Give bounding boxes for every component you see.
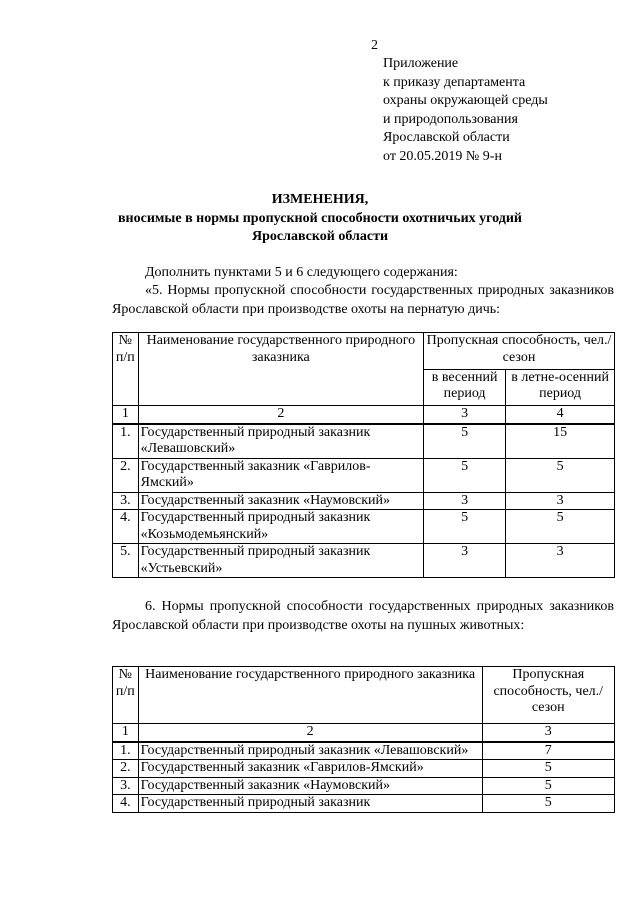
row-num: 1. [113, 742, 139, 760]
row-spring: 5 [424, 510, 506, 544]
row-name: Государственный заказник «Наумовский» [138, 777, 482, 795]
row-num: 4. [113, 510, 139, 544]
appendix-line: Ярославской области [383, 130, 510, 146]
row-capacity: 5 [482, 760, 614, 778]
row-spring: 5 [424, 458, 506, 492]
table-row [113, 777, 615, 795]
row-name: Государственный заказник «Наумовский» [138, 492, 423, 510]
th-num: № п/п [113, 667, 139, 724]
paragraph-5: «5. Нормы пропускной способности государственных природных заказников Ярославской области при производстве охоты на пернатую дичь: [112, 283, 614, 317]
row-name: Государственный природный заказник «Козьмодемьянский» [138, 510, 423, 544]
paragraph-6: 6. Нормы пропускной способности государственных природных заказников Ярославской области при производстве охоты на пушных животных: [112, 599, 614, 633]
table-row [113, 492, 615, 510]
row-num: 1. [113, 424, 139, 459]
table-row [113, 544, 615, 578]
row-name: Государственный природный заказник [138, 795, 482, 813]
appendix-line: Приложение [383, 56, 459, 71]
row-capacity: 7 [482, 742, 614, 760]
row-summer: 5 [506, 510, 615, 544]
row-name: Государственный заказник «Гаврилов-Ямский» [138, 760, 482, 778]
col-num: 2 [138, 724, 482, 742]
row-summer: 3 [506, 544, 615, 578]
th-spring: в весенний период [424, 369, 506, 406]
row-num: 4. [113, 795, 139, 813]
appendix-line: охраны окружающей среды [383, 93, 548, 109]
intro-text: Дополнить пунктами 5 и 6 следующего содержания: [145, 265, 458, 280]
table-row [113, 424, 615, 459]
row-summer: 3 [506, 492, 615, 510]
row-summer: 5 [506, 458, 615, 492]
row-spring: 3 [424, 544, 506, 578]
th-summer: в летне-осенний период [506, 369, 615, 406]
row-num: 3. [113, 777, 139, 795]
table-furs [112, 666, 615, 813]
title-line: Ярославской области [251, 229, 389, 245]
col-num: 1 [113, 724, 139, 742]
table-birds [112, 332, 615, 578]
row-num: 2. [113, 458, 139, 492]
title-line: ИЗМЕНЕНИЯ, [271, 192, 369, 207]
table-row [113, 795, 615, 813]
th-name: Наименование государственного природного заказника [138, 667, 482, 724]
th-capacity: Пропускная способность, чел./сезон [424, 333, 615, 370]
row-spring: 5 [424, 424, 506, 459]
document-title [0, 191, 640, 247]
appendix-block [383, 55, 548, 167]
table-row [113, 510, 615, 544]
page-number: 2 [371, 38, 378, 53]
row-num: 5. [113, 544, 139, 578]
appendix-line: от 20.05.2019 № 9-н [383, 148, 502, 164]
table-row [113, 458, 615, 492]
row-num: 2. [113, 760, 139, 778]
th-capacity: Пропускная способность, чел./сезон [482, 667, 614, 724]
appendix-line: и природопользования [383, 111, 518, 127]
table-row [113, 742, 615, 760]
row-spring: 3 [424, 492, 506, 510]
row-name: Государственный заказник «Гаврилов-Ямский» [138, 458, 423, 492]
row-num: 3. [113, 492, 139, 510]
appendix-line: к приказу департамента [383, 74, 526, 90]
row-name: Государственный природный заказник «Устьевский» [138, 544, 423, 578]
title-line: вносимые в нормы пропускной способности охотничьих угодий [117, 210, 522, 226]
col-num: 3 [424, 406, 506, 424]
row-name: Государственный природный заказник «Левашовский» [138, 742, 482, 760]
th-num: № п/п [113, 333, 139, 406]
row-capacity: 5 [482, 777, 614, 795]
row-name: Государственный природный заказник «Левашовский» [138, 424, 423, 459]
table-row [113, 760, 615, 778]
col-num: 3 [482, 724, 614, 742]
col-num: 1 [113, 406, 139, 424]
col-num: 4 [506, 406, 615, 424]
col-num: 2 [138, 406, 423, 424]
th-name: Наименование государственного природного заказника [138, 333, 423, 406]
row-capacity: 5 [482, 795, 614, 813]
row-summer: 15 [506, 424, 615, 459]
